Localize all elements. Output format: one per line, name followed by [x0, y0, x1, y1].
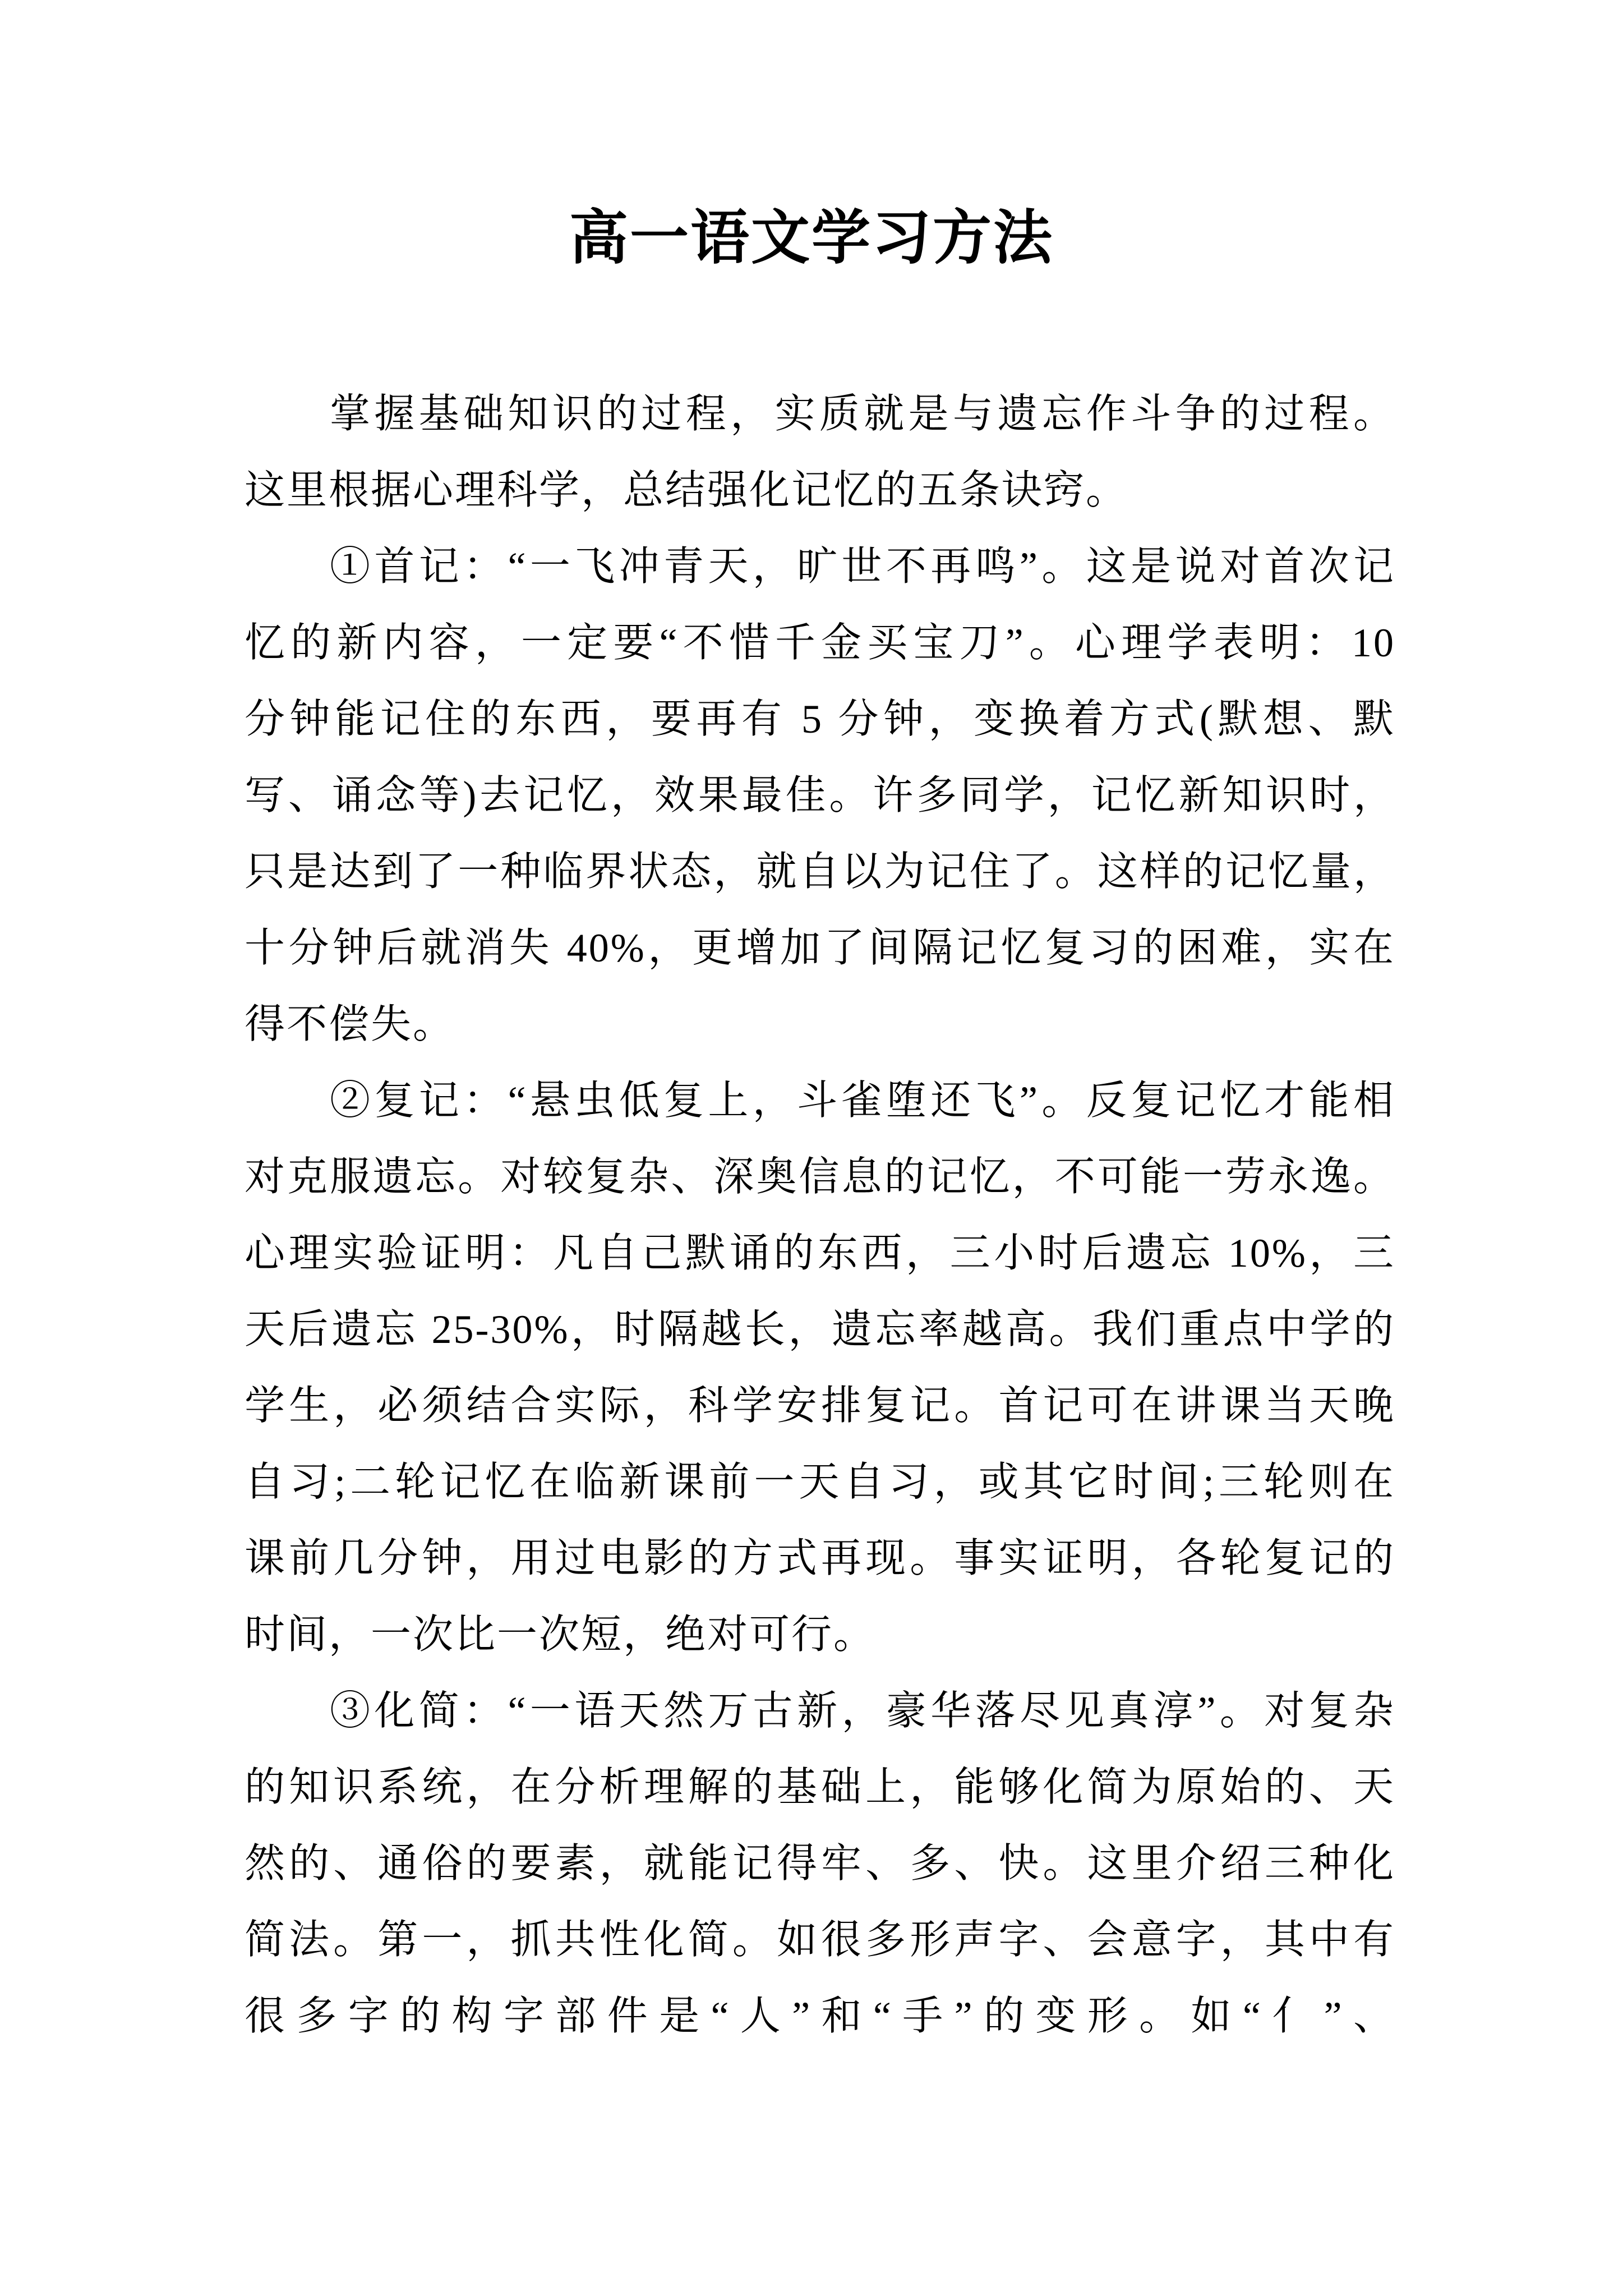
document-body	[245, 376, 1395, 2054]
text-line-6: 写、诵念等)去记忆，效果最佳。许多同学，记忆新知识时，	[245, 773, 1395, 818]
document-title: 高一语文学习方法	[569, 205, 1054, 271]
text-line-2: 这里根据心理科学，总结强化记忆的五条诀窍。	[245, 468, 1128, 513]
text-line-21: 简法。第一，抓共性化简。如很多形声字、会意字，其中有	[245, 1917, 1395, 1962]
text-line-13: 天后遗忘 25-30%，时隔越长，遗忘率越高。我们重点中学的	[245, 1307, 1395, 1352]
text-line-14: 学生，必须结合实际，科学安排复记。首记可在讲课当天晚	[245, 1383, 1395, 1428]
text-line-17: 时间，一次比一次短，绝对可行。	[245, 1612, 876, 1657]
text-line-20: 然的、通俗的要素，就能记得牢、多、快。这里介绍三种化	[245, 1841, 1395, 1886]
text-line-22: 很多字的构字部件是“人”和“手”的变形。如“亻”、	[245, 1994, 1395, 2039]
text-line-10: ②复记：“悬虫低复上，斗雀堕还飞”。反复记忆才能相	[330, 1078, 1395, 1123]
text-line-4: 忆的新内容，一定要“不惜千金买宝刀”。心理学表明：10	[245, 620, 1395, 665]
text-line-7: 只是达到了一种临界状态，就自以为记住了。这样的记忆量，	[245, 849, 1395, 894]
text-line-12: 心理实验证明：凡自己默诵的东西，三小时后遗忘 10%，三	[245, 1231, 1395, 1276]
text-line-8: 十分钟后就消失 40%，更增加了间隔记忆复习的困难，实在	[245, 926, 1395, 970]
text-line-15: 自习;二轮记忆在临新课前一天自习，或其它时间;三轮则在	[245, 1460, 1395, 1504]
text-line-1: 掌握基础知识的过程，实质就是与遗忘作斗争的过程。	[330, 392, 1395, 436]
text-line-3: ①首记：“一飞冲青天，旷世不再鸣”。这是说对首次记	[330, 544, 1395, 589]
text-line-18: ③化简：“一语天然万古新，豪华落尽见真淳”。对复杂	[330, 1688, 1395, 1733]
text-line-16: 课前几分钟，用过电影的方式再现。事实证明，各轮复记的	[245, 1536, 1395, 1581]
text-line-11: 对克服遗忘。对较复杂、深奥信息的记忆，不可能一劳永逸。	[245, 1154, 1395, 1199]
text-line-9: 得不偿失。	[245, 1002, 455, 1047]
text-line-5: 分钟能记住的东西，要再有 5 分钟，变换着方式(默想、默	[245, 697, 1395, 742]
text-line-19: 的知识系统，在分析理解的基础上，能够化简为原始的、天	[245, 1765, 1395, 1810]
